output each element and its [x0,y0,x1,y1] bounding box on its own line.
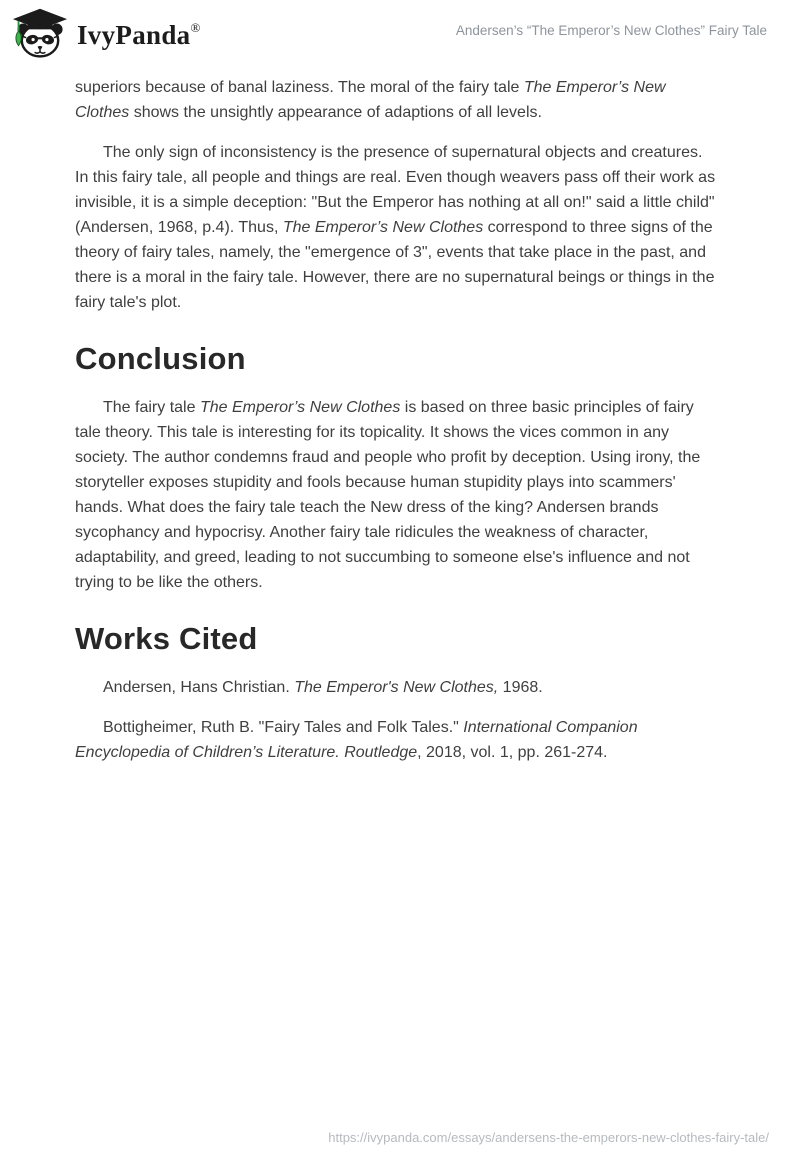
citation-andersen: Andersen, Hans Christian. The Emperor's New Clothes, 1968. [103,679,543,696]
paragraph-conclusion: The fairy tale The Emperor’s New Clothes is based on three basic principles of fairy tale theory. This tale is interesting for its topicality. It shows the vices common in any society. The author condemns fraud and people who profit by deception. Using irony, the storyteller exposes stupidity and fools because human stupidity plays into scammers' hands. What does the fairy tale teach the New dress of the king? Andersen brands sycophancy and hypocrisy. Another fairy tale ridicules the weakness of character, adaptability, and greed, leading to not succumbing to someone else's influence and not trying to be like the others. [75,399,701,591]
registered-mark: ® [190,19,201,35]
heading-conclusion: Conclusion [75,341,246,376]
page-header [0,0,800,66]
page-footer [328,1129,769,1147]
document-title: Andersen’s “The Emperor’s New Clothes” Fairy Tale [455,23,767,38]
panda-graduate-icon [12,8,68,60]
logo-wordmark [77,20,200,49]
essay-content [0,66,800,765]
heading-works-cited: Works Cited [75,621,258,656]
paragraph-intro-continuation: superiors because of banal laziness. The moral of the fairy tale The Emperor’s New Clothes shows the unsightly appearance of adaptions of all levels. [75,79,666,121]
paragraph-inconsistency: The only sign of inconsistency is the presence of supernatural objects and creatures. In this fairy tale, all people and things are real. Even though weavers pass off their work as invisible, it is a simple deception: "But the Emperor has nothing at all on!" said a little child"(Andersen, 1968, p.4). Thus, The Emperor’s New Clothes correspond to three signs of the theory of fairy tales, namely, the "emergence of 3", events that take place in the past, and there is a moral in the fairy tale. However, there are no supernatural beings or things in the fairy tale's plot. [75,144,716,311]
logo-text: IvyPanda [77,19,191,50]
citation-bottigheimer: Bottigheimer, Ruth B. "Fairy Tales and Folk Tales." International Companion Encyclopedia of Children’s Literature. Routledge, 2018, vol. 1, pp. 261-274. [75,719,638,761]
ivypanda-logo[interactable] [12,8,200,60]
source-url-link[interactable]: https://ivypanda.com/essays/andersens-the-emperors-new-clothes-fairy-tale/ [328,1130,769,1145]
